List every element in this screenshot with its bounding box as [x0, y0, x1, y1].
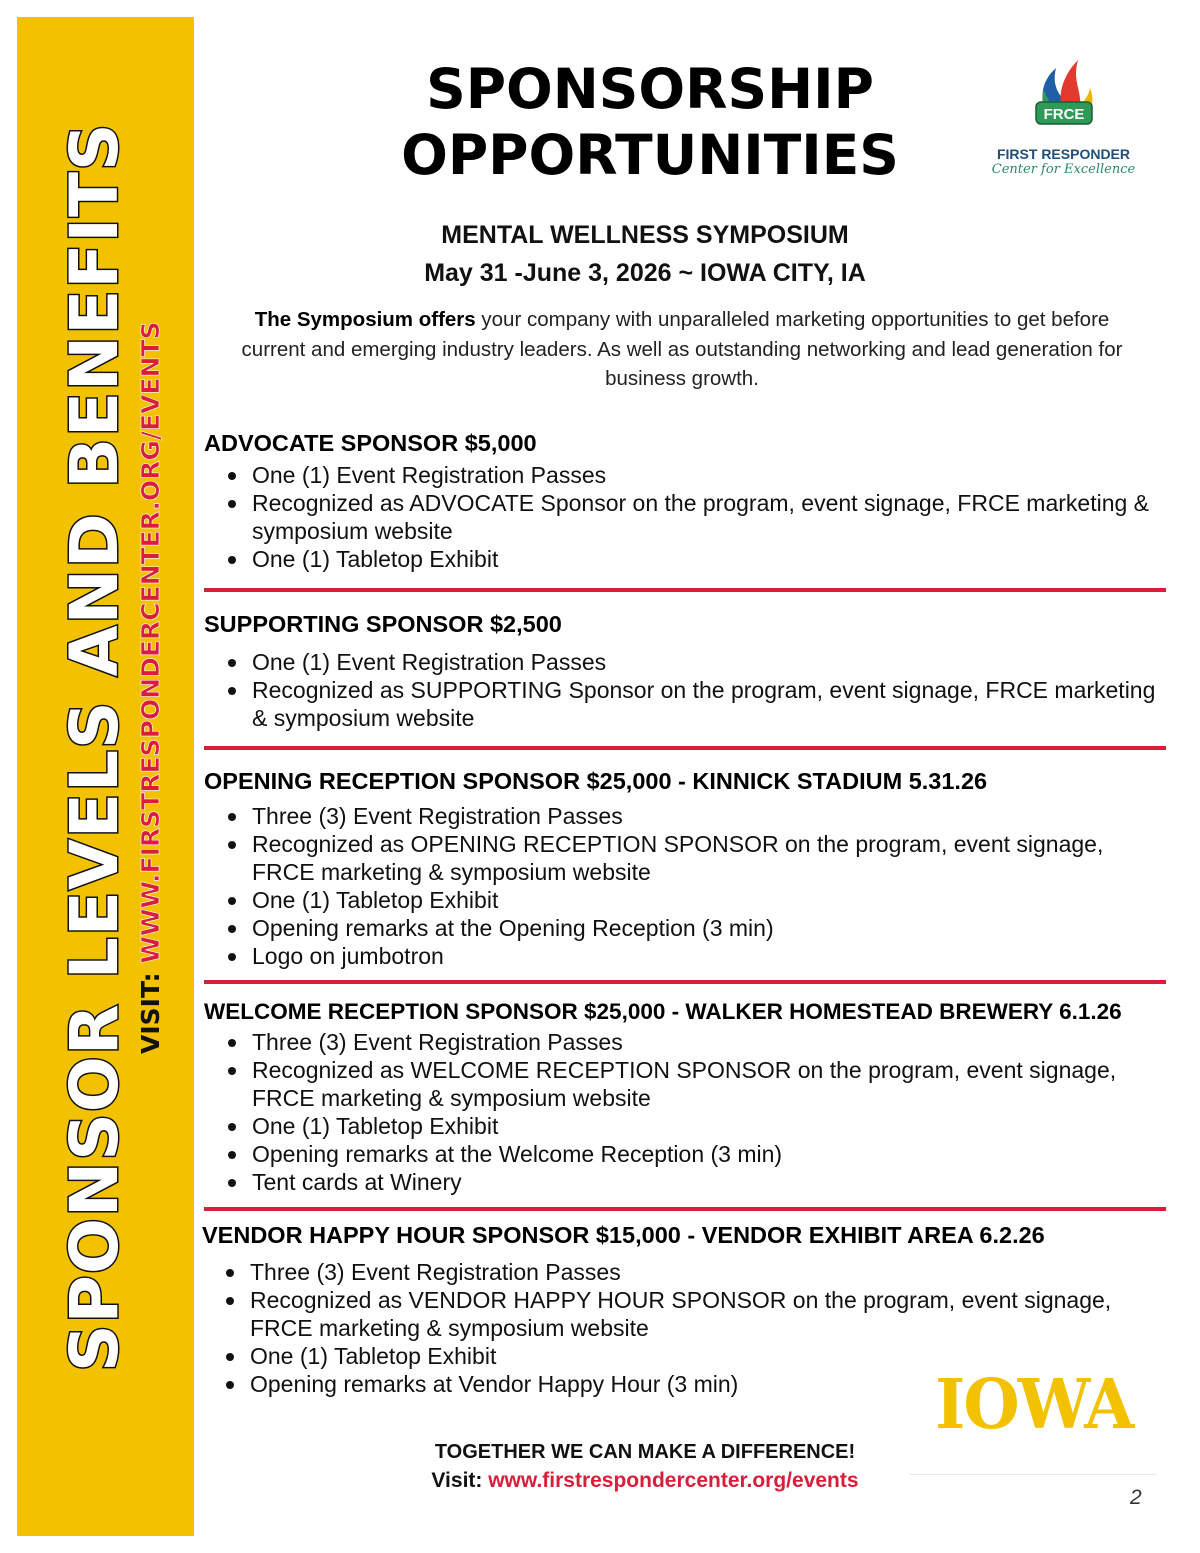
- footer-visit: [360, 1466, 930, 1496]
- benefit-list: [204, 802, 1164, 970]
- footer-visit-label: Visit:: [431, 1469, 489, 1492]
- section-divider: [204, 980, 1166, 984]
- sidebar-text: [58, 122, 168, 1372]
- list-item: Recognized as ADVOCATE Sponsor on the program, event signage, FRCE marketing & symposium website: [204, 489, 1164, 545]
- footer-tagline: TOGETHER WE CAN MAKE A DIFFERENCE!: [434, 1441, 856, 1463]
- list-item: One (1) Tabletop Exhibit: [204, 1112, 1164, 1140]
- list-item: Opening remarks at Vendor Happy Hour (3 min): [202, 1370, 1162, 1398]
- event-dates-location: May 31 -June 3, 2026 ~ IOWA CITY, IA: [424, 259, 866, 287]
- logo-line1: FIRST RESPONDER: [996, 146, 1130, 162]
- sponsor-section-welcome-reception: [204, 997, 1164, 1196]
- list-item: Recognized as OPENING RECEPTION SPONSOR on the program, event signage, FRCE marketing & symposium website: [204, 830, 1164, 886]
- section-divider: [204, 746, 1166, 750]
- list-item: One (1) Event Registration Passes: [204, 648, 1164, 676]
- sponsor-section-opening-reception: [204, 766, 1164, 970]
- benefit-list: [204, 1028, 1164, 1196]
- list-item: Logo on jumbotron: [204, 942, 1164, 970]
- sidebar-visit-url[interactable]: WWW.FIRSTRESPONDERCENTER.ORG/EVENTS: [136, 321, 165, 964]
- logo-badge: FRCE: [1043, 106, 1085, 123]
- list-item: Three (3) Event Registration Passes: [204, 802, 1164, 830]
- list-item: Tent cards at Winery: [204, 1168, 1164, 1196]
- logo-line2: Center for Excellence: [991, 162, 1136, 177]
- flame-icon: [986, 58, 1141, 148]
- sponsor-section-supporting: [204, 609, 1164, 732]
- list-item: One (1) Tabletop Exhibit: [204, 545, 1164, 573]
- page-title-line2: OPPORTUNITIES: [401, 123, 899, 187]
- list-item: Opening remarks at the Welcome Reception (3 min): [204, 1140, 1164, 1168]
- section-divider: [204, 1207, 1166, 1211]
- intro-lead: The Symposium offers: [254, 308, 476, 331]
- page-title-line1: SPONSORSHIP: [426, 57, 874, 121]
- sidebar-visit-label: VISIT:: [136, 972, 165, 1054]
- benefit-list: [204, 461, 1164, 573]
- list-item: Recognized as SUPPORTING Sponsor on the program, event signage, FRCE marketing & symposium website: [204, 676, 1164, 732]
- section-heading: ADVOCATE SPONSOR $5,000: [204, 430, 537, 456]
- footer-divider: [910, 1474, 1156, 1475]
- frce-logo: [986, 58, 1141, 183]
- sponsor-section-advocate: [204, 428, 1164, 573]
- page-title: [360, 56, 940, 188]
- list-item: Recognized as VENDOR HAPPY HOUR SPONSOR on the program, event signage, FRCE marketing & symposium website: [202, 1286, 1162, 1342]
- list-item: One (1) Tabletop Exhibit: [202, 1342, 1162, 1370]
- footer-url-link[interactable]: www.firstrespondercenter.org/events: [488, 1469, 859, 1492]
- intro-body: your company with unparalleled marketing opportunities to get before current and emerging industry leaders. As well as outstanding networking and lead generation for business growth.: [241, 308, 1123, 390]
- list-item: Opening remarks at the Opening Reception (3 min): [204, 914, 1164, 942]
- list-item: Three (3) Event Registration Passes: [202, 1258, 1162, 1286]
- sidebar-visit: [134, 122, 168, 1054]
- intro-paragraph: [222, 305, 1142, 394]
- list-item: Recognized as WELCOME RECEPTION SPONSOR on the program, event signage, FRCE marketing & symposium website: [204, 1056, 1164, 1112]
- section-divider: [204, 588, 1166, 592]
- section-heading: SUPPORTING SPONSOR $2,500: [204, 611, 562, 637]
- benefit-list: [204, 648, 1164, 732]
- section-heading: OPENING RECEPTION SPONSOR $25,000 - KINNICK STADIUM 5.31.26: [204, 768, 988, 794]
- section-heading: WELCOME RECEPTION SPONSOR $25,000 - WALKER HOMESTEAD BREWERY 6.1.26: [204, 999, 1122, 1024]
- list-item: One (1) Event Registration Passes: [204, 461, 1164, 489]
- event-name: MENTAL WELLNESS SYMPOSIUM: [441, 221, 849, 249]
- list-item: Three (3) Event Registration Passes: [204, 1028, 1164, 1056]
- sidebar-title: SPONSOR LEVELS AND BENEFITS: [56, 122, 133, 1372]
- page-number: 2: [1130, 1486, 1142, 1509]
- iowa-logo: IOWA: [935, 1365, 1133, 1445]
- list-item: One (1) Tabletop Exhibit: [204, 886, 1164, 914]
- section-heading: VENDOR HAPPY HOUR SPONSOR $15,000 - VENDOR EXHIBIT AREA 6.2.26: [202, 1222, 1045, 1248]
